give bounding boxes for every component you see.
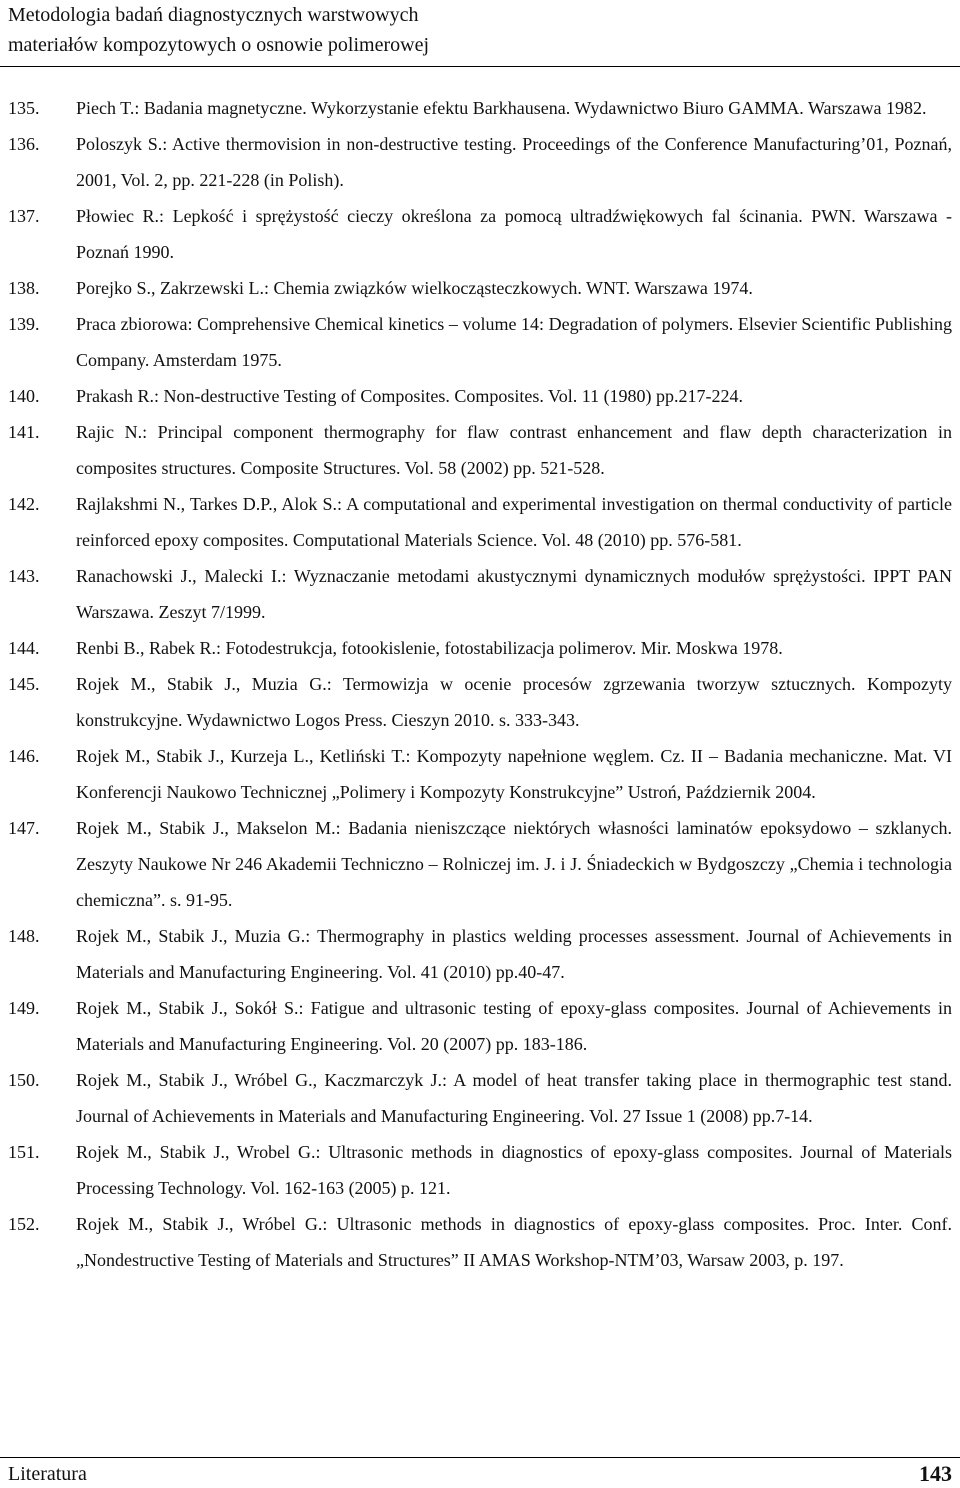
- reference-item: [8, 378, 952, 414]
- reference-item: [8, 1134, 952, 1206]
- reference-item: [8, 1206, 952, 1278]
- header-divider: [0, 66, 960, 67]
- reference-text: Rojek M., Stabik J., Muzia G.: Termowizja w ocenie procesów zgrzewania tworzyw sztucznych. Kompozyty konstrukcyjne. Wydawnictwo Logos Press. Cieszyn 2010. s. 333-343.: [76, 674, 952, 730]
- reference-number: 140.: [8, 386, 40, 406]
- reference-item: [8, 198, 952, 270]
- reference-item: [8, 558, 952, 630]
- reference-number: 143.: [8, 566, 40, 586]
- reference-number: 145.: [8, 674, 40, 694]
- reference-text: Płowiec R.: Lepkość i sprężystość cieczy określona za pomocą ultradźwiękowych fal ścinania. PWN. Warszawa - Poznań 1990.: [76, 206, 952, 262]
- reference-number: 151.: [8, 1142, 40, 1162]
- reference-item: [8, 486, 952, 558]
- reference-number: 152.: [8, 1214, 40, 1234]
- reference-text: Piech T.: Badania magnetyczne. Wykorzystanie efektu Barkhausena. Wydawnictwo Biuro GAMMA. Warszawa 1982.: [76, 98, 927, 118]
- reference-item: [8, 918, 952, 990]
- reference-item: [8, 738, 952, 810]
- reference-text: Praca zbiorowa: Comprehensive Chemical kinetics – volume 14: Degradation of polymers. Elsevier Scientific Publishing Company. Amsterdam 1975.: [76, 314, 952, 370]
- footer-divider: [0, 1457, 960, 1458]
- reference-number: 148.: [8, 926, 40, 946]
- reference-text: Ranachowski J., Malecki I.: Wyznaczanie metodami akustycznymi dynamicznych modułów sprężystości. IPPT PAN Warszawa. Zeszyt 7/1999.: [76, 566, 952, 622]
- reference-text: Rojek M., Stabik J., Makselon M.: Badania nieniszczące niektórych własności laminatów epoksydowo – szklanych. Zeszyty Naukowe Nr 246 Akademii Techniczno – Rolniczej im. J. i J. Śniadeckich w Bydgoszczy „Chemia i technologia chemiczna”. s. 91-95.: [76, 818, 952, 910]
- reference-item: [8, 990, 952, 1062]
- running-header: [8, 0, 429, 60]
- reference-item: [8, 810, 952, 918]
- reference-item: [8, 270, 952, 306]
- reference-text: Rojek M., Stabik J., Sokół S.: Fatigue and ultrasonic testing of epoxy-glass composites. Journal of Achievements in Materials and Manufacturing Engineering. Vol. 20 (2007) pp. 183-186.: [76, 998, 952, 1054]
- reference-text: Prakash R.: Non-destructive Testing of Composites. Composites. Vol. 11 (1980) pp.217-224.: [76, 386, 744, 406]
- reference-text: Rajic N.: Principal component thermography for flaw contrast enhancement and flaw depth characterization in composites structures. Composite Structures. Vol. 58 (2002) pp. 521-528.: [76, 422, 952, 478]
- reference-list: [8, 90, 952, 1278]
- reference-number: 136.: [8, 134, 40, 154]
- reference-text: Rojek M., Stabik J., Wróbel G.: Ultrasonic methods in diagnostics of epoxy-glass composites. Proc. Inter. Conf. „Nondestructive Testing of Materials and Structures” II AMAS Workshop-NTM’03, Warsaw 2003, p. 197.: [76, 1214, 952, 1270]
- header-line-1: Metodologia badań diagnostycznych warstwowych: [8, 4, 419, 26]
- reference-number: 138.: [8, 278, 40, 298]
- reference-item: [8, 630, 952, 666]
- reference-number: 146.: [8, 746, 40, 766]
- reference-item: [8, 306, 952, 378]
- reference-text: Rojek M., Stabik J., Kurzeja L., Ketliński T.: Kompozyty napełnione węglem. Cz. II – Badania mechaniczne. Mat. VI Konferencji Naukowo Technicznej „Polimery i Kompozyty Konstrukcyjne” Ustroń, Październik 2004.: [76, 746, 952, 802]
- reference-item: [8, 414, 952, 486]
- reference-item: [8, 126, 952, 198]
- reference-number: 137.: [8, 206, 40, 226]
- reference-number: 144.: [8, 638, 40, 658]
- reference-number: 139.: [8, 314, 40, 334]
- reference-number: 141.: [8, 422, 40, 442]
- reference-text: Rojek M., Stabik J., Wrobel G.: Ultrasonic methods in diagnostics of epoxy-glass composites. Journal of Materials Processing Technology. Vol. 162-163 (2005) p. 121.: [76, 1142, 952, 1198]
- reference-number: 150.: [8, 1070, 40, 1090]
- header-line-2: materiałów kompozytowych o osnowie polimerowej: [8, 34, 430, 56]
- reference-item: [8, 1062, 952, 1134]
- page-number: 143: [919, 1461, 952, 1486]
- reference-text: Rojek M., Stabik J., Muzia G.: Thermography in plastics welding processes assessment. Journal of Achievements in Materials and Manufacturing Engineering. Vol. 41 (2010) pp.40-47.: [76, 926, 952, 982]
- reference-item: [8, 666, 952, 738]
- reference-number: 147.: [8, 818, 40, 838]
- reference-text: Renbi B., Rabek R.: Fotodestrukcja, fotookislenie, fotostabilizacja polimerov. Mir. Moskwa 1978.: [76, 638, 783, 658]
- reference-text: Poloszyk S.: Active thermovision in non-destructive testing. Proceedings of the Conference Manufacturing’01, Poznań, 2001, Vol. 2, pp. 221-228 (in Polish).: [76, 134, 952, 190]
- reference-text: Rajlakshmi N., Tarkes D.P., Alok S.: A computational and experimental investigation on thermal conductivity of particle reinforced epoxy composites. Computational Materials Science. Vol. 48 (2010) pp. 576-581.: [76, 494, 952, 550]
- reference-text: Porejko S., Zakrzewski L.: Chemia związków wielkocząsteczkowych. WNT. Warszawa 1974.: [76, 278, 753, 298]
- reference-number: 135.: [8, 98, 40, 118]
- reference-number: 149.: [8, 998, 40, 1018]
- reference-text: Rojek M., Stabik J., Wróbel G., Kaczmarczyk J.: A model of heat transfer taking place in thermographic test stand. Journal of Achievements in Materials and Manufacturing Engineering. Vol. 27 Issue 1 (2008) pp.7-14.: [76, 1070, 952, 1126]
- reference-item: [8, 90, 952, 126]
- reference-number: 142.: [8, 494, 40, 514]
- footer-section-name: Literatura: [8, 1463, 87, 1485]
